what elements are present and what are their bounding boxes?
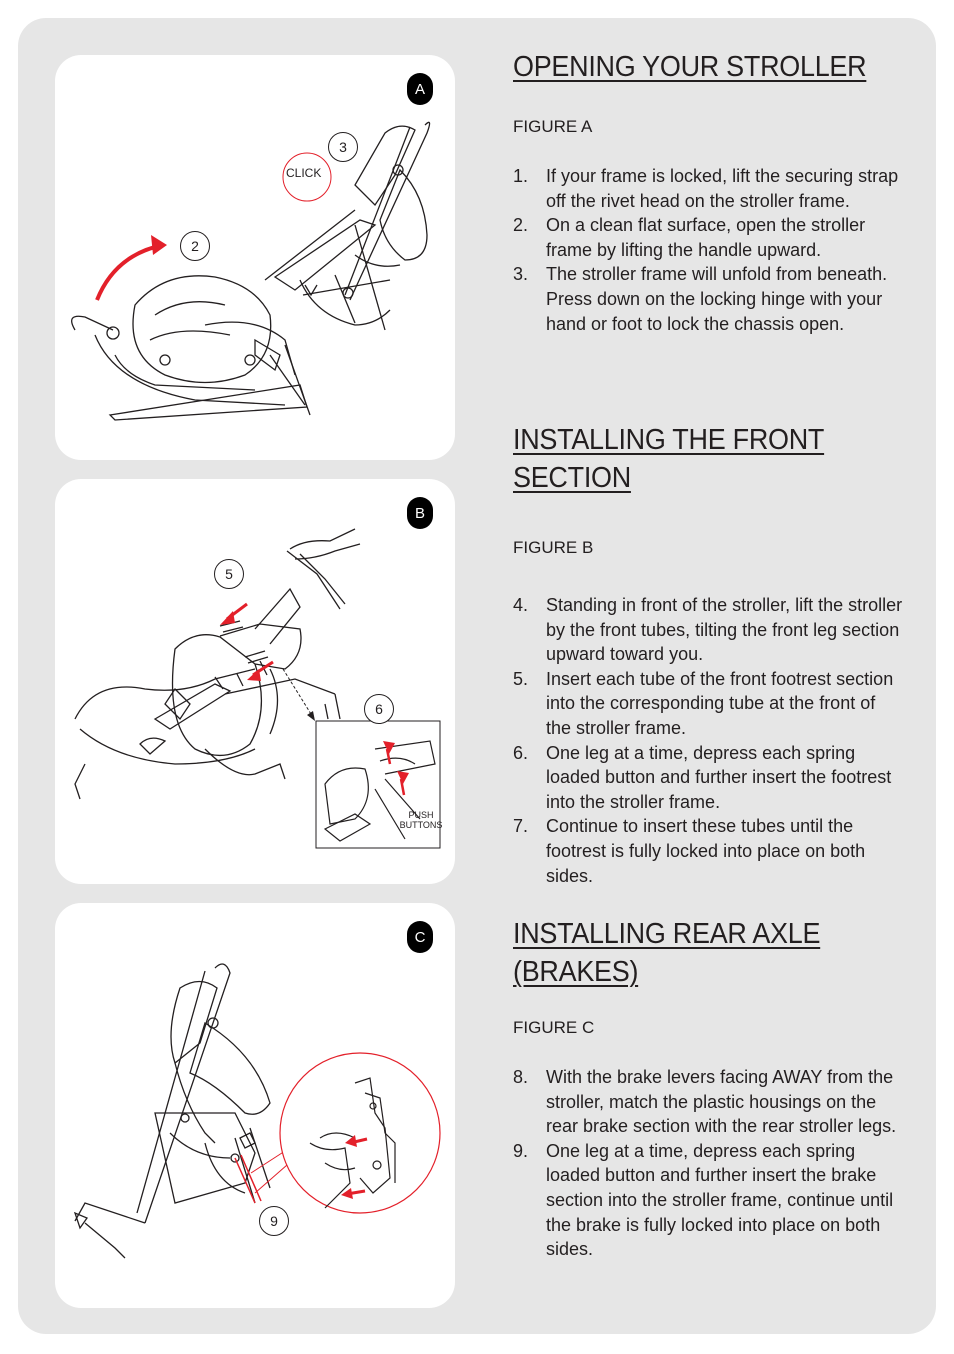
callout-2: 2 — [180, 231, 210, 261]
step-number: 3. — [513, 264, 529, 285]
push-buttons-label — [398, 810, 444, 830]
step-text: One leg at a time, depress each spring loaded button and further insert the footrest into the stroller frame. — [546, 742, 892, 812]
step-item — [513, 1065, 903, 1139]
section-installing-front — [513, 421, 903, 888]
step-text: The stroller frame will unfold from beneath. Press down on the locking hinge with your hand or foot to lock the chassis open. — [546, 264, 888, 334]
step-number: 6. — [513, 742, 529, 763]
step-text: Insert each tube of the front footrest section into the corresponding tube at the front of the stroller frame. — [546, 668, 894, 738]
steps-list — [513, 164, 903, 336]
push-label-line1: PUSH — [408, 810, 434, 820]
figure-c-card — [55, 903, 455, 1308]
figure-b-badge: B — [407, 497, 433, 529]
figure-c-badge: C — [407, 921, 433, 953]
click-label: CLICK — [286, 166, 322, 180]
step-text: If your frame is locked, lift the securing strap off the rivet head on the stroller frame. — [546, 166, 899, 211]
callout-9: 9 — [259, 1206, 289, 1236]
step-text: Standing in front of the stroller, lift the stroller by the front tubes, tilting the front leg section upward toward you. — [546, 595, 903, 665]
step-number: 2. — [513, 215, 529, 236]
figure-label: FIGURE A — [513, 117, 593, 136]
callout-3: 3 — [328, 132, 358, 162]
heading-line2: SECTION — [513, 462, 631, 494]
section-opening-stroller — [513, 48, 903, 336]
figure-a-badge: A — [407, 73, 433, 105]
step-text: With the brake levers facing AWAY from the stroller, match the plastic housings on the rear brake section with the rear stroller legs. — [546, 1067, 897, 1137]
step-number: 5. — [513, 668, 529, 689]
step-text: One leg at a time, depress each spring loaded button and further insert the brake section into the stroller frame, continue until the brake is fully locked into place on both sides. — [546, 1140, 894, 1260]
step-item — [513, 213, 903, 262]
section-installing-rear-axle — [513, 915, 903, 1262]
heading-line1: INSTALLING REAR AXLE — [513, 918, 821, 950]
steps-list — [513, 1065, 903, 1262]
figure-label: FIGURE B — [513, 538, 594, 557]
step-item — [513, 164, 903, 213]
step-item — [513, 1139, 903, 1262]
step-number: 8. — [513, 1067, 529, 1087]
step-item — [513, 814, 903, 888]
heading-line1: INSTALLING THE FRONT — [513, 424, 825, 456]
step-item — [513, 593, 903, 667]
section-heading — [513, 48, 904, 86]
step-number: 1. — [513, 166, 529, 186]
heading-line2: (BRAKES) — [513, 956, 639, 988]
section-heading — [513, 915, 904, 991]
step-item — [513, 262, 903, 336]
callout-5: 5 — [214, 559, 244, 589]
step-number: 4. — [513, 595, 529, 615]
push-label-line2: BUTTONS — [399, 820, 443, 830]
step-item — [513, 667, 903, 741]
step-text: On a clean flat surface, open the stroller frame by lifting the handle upward. — [546, 215, 866, 260]
figure-b-illustration — [55, 479, 455, 884]
figure-label: FIGURE C — [513, 1018, 595, 1037]
figure-a-illustration — [55, 55, 455, 460]
figure-b-card — [55, 479, 455, 884]
figure-c-illustration — [55, 903, 455, 1308]
step-number: 9. — [513, 1140, 529, 1161]
callout-6: 6 — [364, 694, 394, 724]
steps-list — [513, 593, 903, 888]
section-heading — [513, 421, 904, 497]
step-number: 7. — [513, 816, 529, 837]
step-text: Continue to insert these tubes until the footrest is fully locked into place on both sides. — [546, 816, 866, 886]
step-item — [513, 741, 903, 815]
heading-line1: OPENING YOUR STROLLER — [513, 51, 867, 83]
figure-a-card — [55, 55, 455, 460]
